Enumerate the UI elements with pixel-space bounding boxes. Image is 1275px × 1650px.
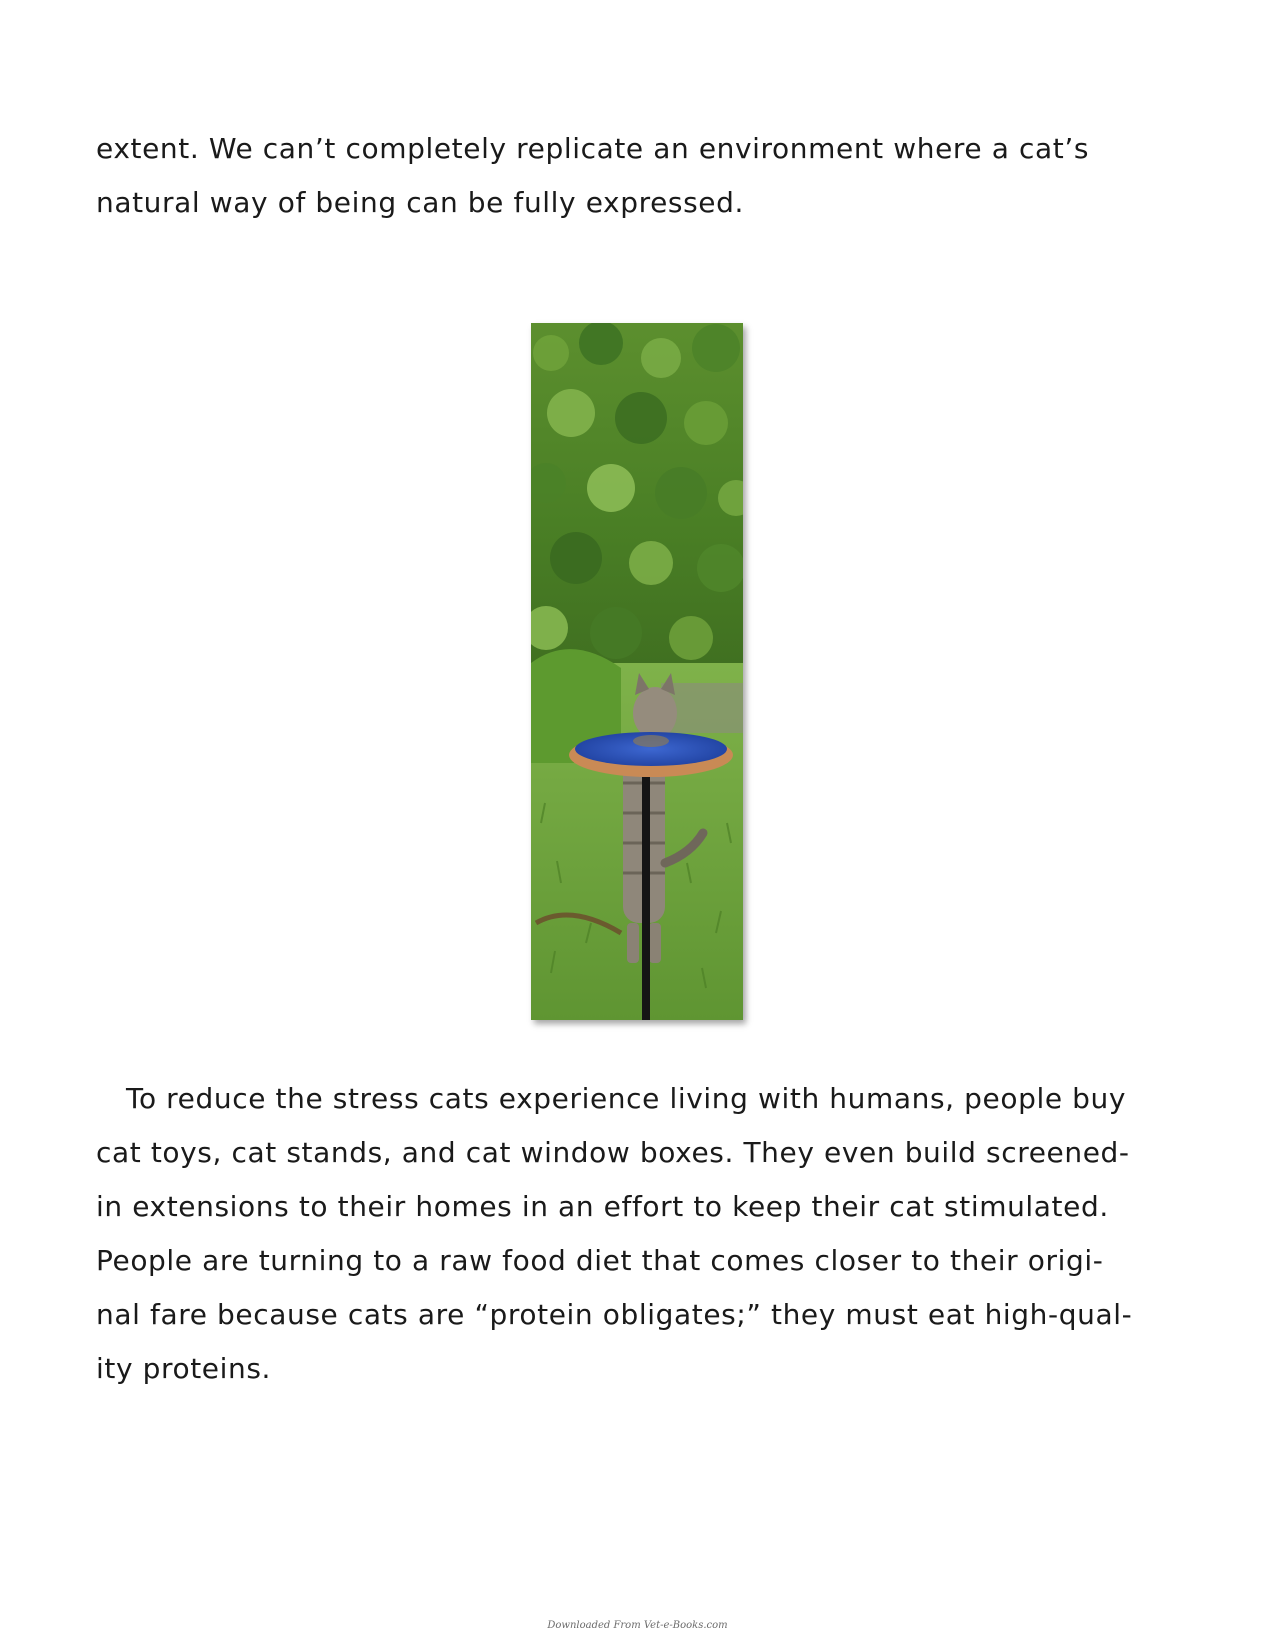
paragraph-bottom [96, 1072, 1186, 1396]
text-line: natural way of being can be fully expressed. [96, 186, 745, 219]
cat-birdbath-photo [531, 323, 743, 1020]
text-line: ity proteins. [96, 1352, 272, 1385]
birdbath-pole [642, 763, 650, 1020]
text-line: extent. We can’t completely replicate an environment where a cat’s [96, 132, 1090, 165]
text-line: cat toys, cat stands, and cat window boxes. They even build screened- [96, 1136, 1130, 1169]
text-line: People are turning to a raw food diet that comes closer to their origi- [96, 1244, 1104, 1277]
text-line: nal fare because cats are “protein obligates;” they must eat high-qual- [96, 1298, 1133, 1331]
paragraph-top [96, 122, 1186, 230]
text-line: in extensions to their homes in an effort to keep their cat stimulated. [96, 1190, 1109, 1223]
birdbath-basin [569, 732, 733, 777]
text-line: To reduce the stress cats experience living with humans, people buy [126, 1082, 1127, 1115]
download-footer: Downloaded From Vet-e-Books.com [547, 1620, 728, 1631]
